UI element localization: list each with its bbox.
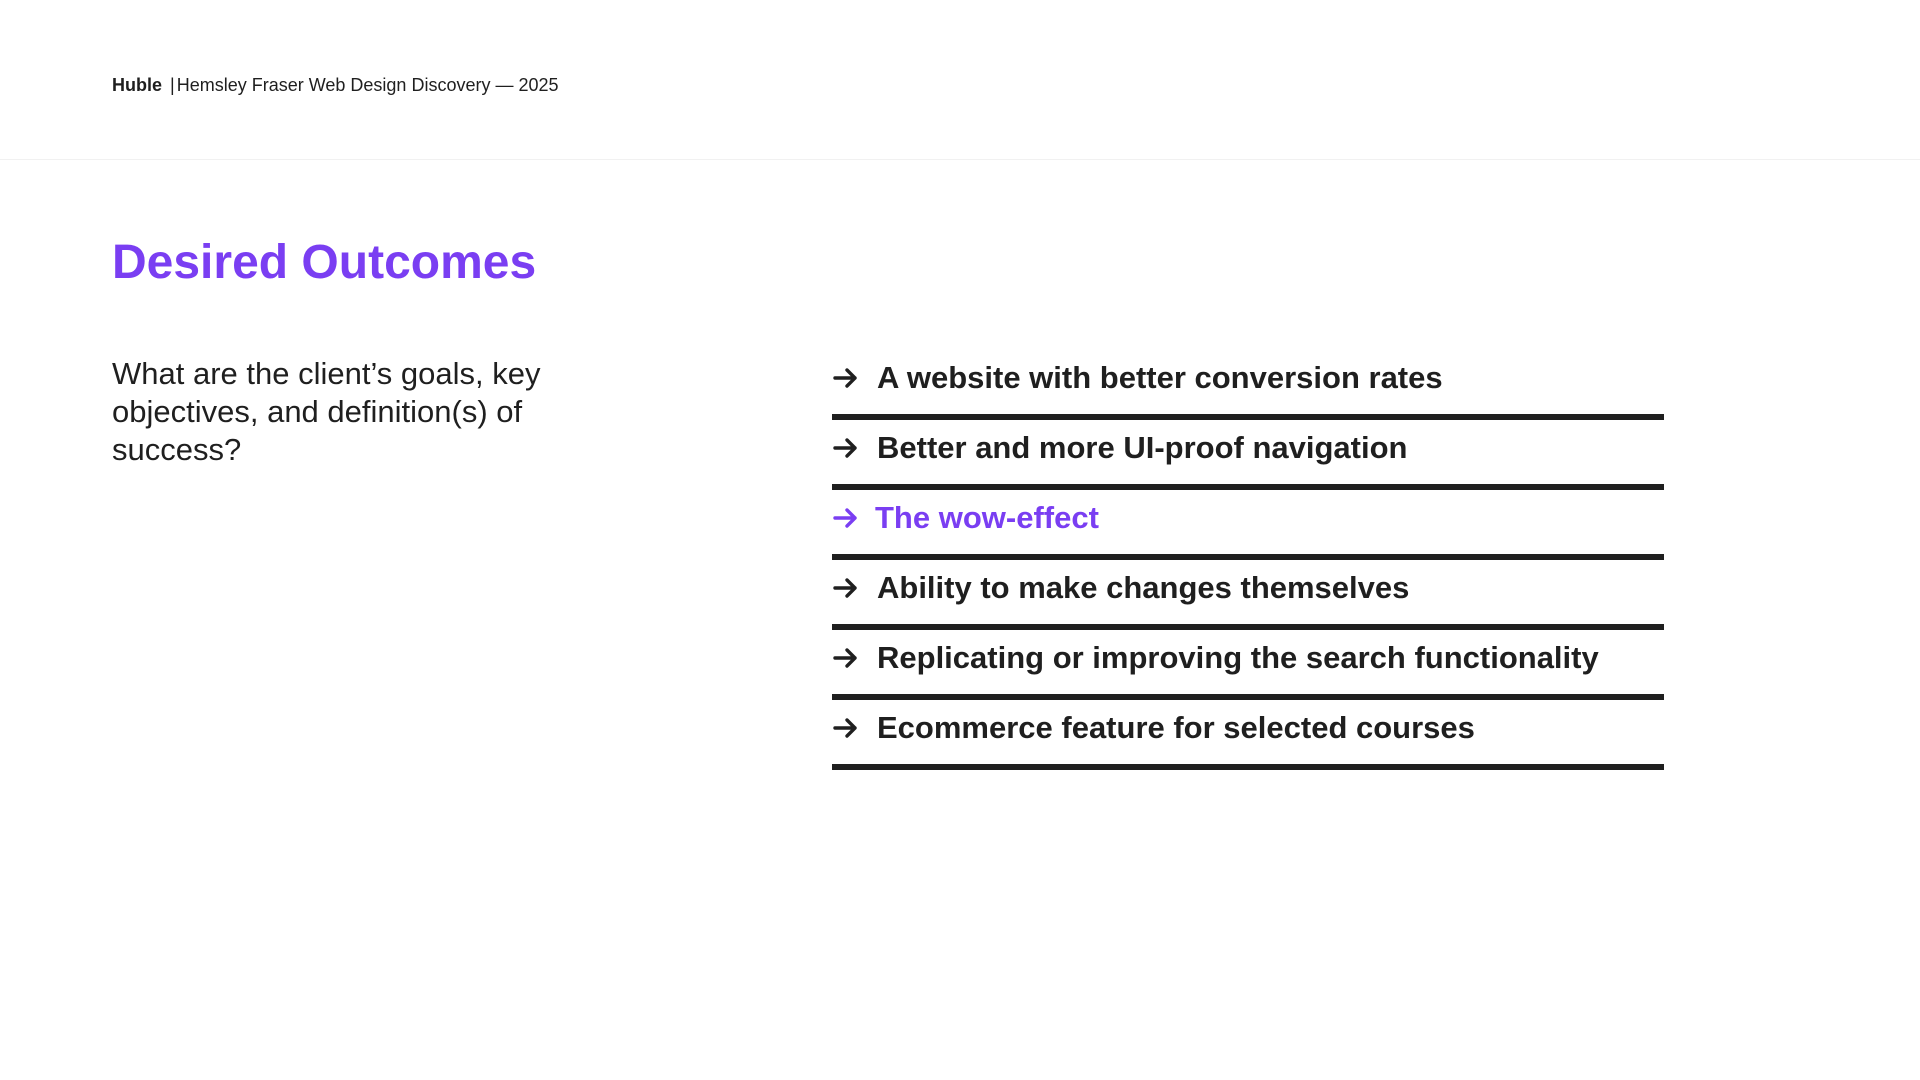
header-divider (0, 159, 1920, 160)
slide-header (112, 73, 559, 97)
arrow-right-icon (832, 714, 860, 742)
outcome-item (832, 350, 1664, 420)
outcome-label: Ability to make changes themselves (877, 570, 1410, 605)
arrow-right-icon (832, 644, 860, 672)
outcome-label: The wow-effect (875, 500, 1099, 535)
outcome-label: Replicating or improving the search functionality (877, 640, 1599, 675)
outcome-item (832, 700, 1664, 770)
arrow-right-icon (832, 364, 860, 392)
outcome-label: A website with better conversion rates (877, 360, 1443, 395)
outcome-label: Ecommerce feature for selected courses (877, 710, 1475, 745)
outcome-label: Better and more UI-proof navigation (877, 430, 1408, 465)
slide-question: What are the client’s goals, key objectives, and definition(s) of success? (112, 356, 541, 467)
header-separator: | (170, 75, 175, 95)
arrow-right-icon (832, 574, 860, 602)
arrow-right-icon (832, 434, 860, 462)
outcome-item (832, 560, 1664, 630)
header-subtitle: Hemsley Fraser Web Design Discovery — 2025 (176, 75, 559, 95)
arrow-right-icon (832, 504, 860, 532)
outcome-item (832, 420, 1664, 490)
outcomes-list (832, 350, 1664, 770)
outcome-item (832, 630, 1664, 700)
brand-name: Huble (112, 75, 163, 95)
slide-title: Desired Outcomes (112, 236, 537, 289)
outcome-item-highlighted (832, 490, 1664, 560)
